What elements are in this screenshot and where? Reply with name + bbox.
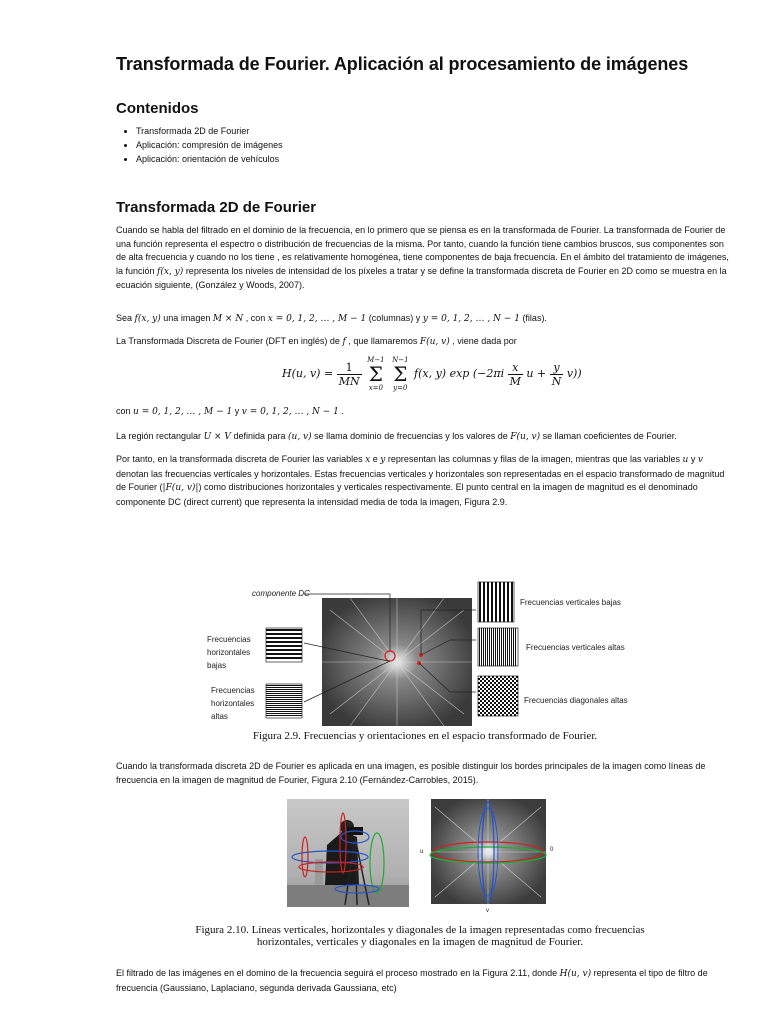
paragraph-text: Cuando se habla del filtrado en el dominio de la frecuencia, en lo primero que se piensa es en la transformada de Fourier. La transformada de Fourier de una función representa el espectro o distribución de frecuencias de la misma. Por tanto, cuando la función tiene cambios bruscos, sus componentes son de alta frecuencia y cuando no los tiene , es relativamente homogénea, tiene componentes de baja frecuencia. En el ámbito del tratamiento de imágenes, la función: [116, 225, 729, 276]
math-inline: f: [342, 337, 346, 347]
diagonal-high-label: Frecuencias diagonales altas: [524, 696, 628, 705]
math-inline: u = 0, 1, 2, … , M − 1: [133, 407, 233, 417]
formula-tail: v)): [566, 367, 582, 380]
paragraph-text: , que llamaremos: [348, 336, 418, 346]
formula-fraction: [337, 361, 362, 388]
paragraph-text: se llaman coeficientes de Fourier.: [542, 431, 677, 441]
horizontal-high-pattern: [266, 684, 302, 718]
math-inline: M × N: [212, 314, 244, 324]
section-heading: Transformada 2D de Fourier: [116, 199, 317, 216]
math-inline: H(u, v): [559, 969, 592, 979]
horizontal-low-label-2: horizontales: [207, 648, 251, 657]
caption-line: Figura 2.10. Líneas verticales, horizontales y diagonales de la imagen representadas como frecuencias: [195, 924, 645, 936]
paragraph-text: se llama dominio de frecuencias y los valores de: [314, 431, 508, 441]
paragraph-text: , viene dada por: [452, 336, 517, 346]
paragraph-filtering: [116, 967, 736, 995]
paragraph-text: ) como distribuciones horizontales y verticales respectivamente. El punto central en la imagen de magnitud es el denominado componente DC (direct current) que representa la intensidad media de toda la imagen, Figura 2.9.: [116, 482, 698, 507]
formula-exponent-start: (−2πi: [472, 367, 505, 380]
contents-item[interactable]: • Aplicación: compresión de imágenes: [136, 138, 283, 152]
math-inline: f(x, y): [157, 266, 184, 277]
figure-2-10-caption: [150, 924, 690, 948]
paragraph-text: con: [116, 406, 131, 416]
page-title: Transformada de Fourier. Aplicación al procesamiento de imágenes: [116, 54, 689, 74]
paragraph-text: Sea: [116, 313, 133, 323]
axis-zero-label: 0: [550, 847, 554, 853]
contents-list: [116, 124, 283, 166]
axis-u-label: u: [420, 849, 424, 855]
paragraph-text: (columnas) y: [368, 313, 421, 323]
math-inline: (u, v): [288, 432, 312, 442]
fraction-numerator: y: [550, 361, 564, 375]
paragraph-text: denotan las frecuencias verticales y horizontales. Estas frecuencias verticales y horizontales son representadas en el espacio transformado de magnitud de Fourier (: [116, 468, 725, 493]
paragraph-text: representa el tipo de filtro de frecuencia (Gaussiano, Laplaciano, segunda derivada Gaussiana, etc): [116, 968, 708, 993]
summation-y: [392, 356, 408, 392]
paragraph-text: , con: [245, 313, 266, 323]
horizontal-high-label-3: altas: [211, 712, 228, 721]
formula-lhs: H(u, v) =: [282, 367, 334, 380]
diagonal-high-pattern: [478, 676, 518, 716]
horizontal-high-label-2: horizontales: [211, 699, 255, 708]
figure-2-10: [285, 797, 560, 917]
paragraph-text: El filtrado de las imágenes en el domino de la frecuencia seguirá el proceso mostrado en la Figura 2.11, donde: [116, 968, 558, 978]
sum-upper-limit: N−1: [392, 356, 409, 364]
fraction-denominator: MN: [338, 374, 360, 388]
figure-2-9-caption: Figura 2.9. Frecuencias y orientaciones en el espacio transformado de Fourier.: [252, 730, 598, 742]
paragraph-edges: Cuando la transformada discreta 2D de Fourier es aplicada en una imagen, es posible distinguir los bordes principales de la imagen como líneas de frecuencia en la imagen de magnitud de Fourier, Figura 2.10 (Fernández-Carrobles, 2015).: [116, 761, 706, 785]
dc-component-label: componente DC: [252, 589, 310, 598]
formula-fraction-x: [508, 361, 523, 388]
horizontal-low-pattern: [266, 628, 302, 662]
paragraph-intro: [116, 224, 736, 293]
formula-middle: u +: [526, 367, 547, 380]
math-inline: |F(u, v)|: [162, 483, 199, 494]
paragraph-text: y: [234, 406, 240, 416]
paragraph-text: Por tanto, en la transformada discreta de Fourier las variables: [116, 454, 363, 464]
math-inline: y: [380, 455, 386, 465]
paragraph-variables: [116, 453, 736, 509]
fraction-denominator: M: [509, 374, 521, 388]
vertical-high-label: Frecuencias verticales altas: [526, 643, 625, 652]
paragraph-text: definida para: [233, 431, 286, 441]
contents-item[interactable]: • Transformada 2D de Fourier: [136, 124, 283, 138]
math-inline: u: [682, 455, 689, 465]
summation-x: [367, 356, 385, 392]
vertical-high-pattern: [478, 628, 518, 666]
paragraph-text: representa los niveles de intensidad de los píxeles a tratar y se define la transformada discreta de Fourier en 2D como se muestra en la ecuación siguiente, (González y Woods, 2007).: [116, 265, 727, 291]
contents-item[interactable]: • Aplicación: orientación de vehículos: [136, 152, 283, 166]
paragraph-text: La Transformada Discreta de Fourier (DFT en inglés) de: [116, 336, 340, 346]
paragraph-text: e: [372, 454, 378, 464]
paragraph-text: una imagen: [163, 313, 211, 323]
paragraph-text: representan las columnas y filas de la imagen, mientras que las variables: [387, 454, 681, 464]
math-inline: v: [697, 455, 703, 465]
paragraph-frequency-domain: [116, 430, 736, 445]
vertical-low-pattern: [478, 582, 514, 622]
paragraph-text: y: [690, 454, 696, 464]
math-inline: f(x, y): [134, 314, 161, 324]
math-inline: F(u, v): [419, 337, 450, 347]
sum-lower-limit: x=0: [368, 384, 383, 392]
fraction-numerator: 1: [337, 361, 362, 375]
math-inline: F(u, v): [510, 432, 541, 442]
cameraman-image: [287, 799, 409, 907]
math-inline: y = 0, 1, 2, … , N − 1: [422, 314, 520, 324]
horizontal-low-label-1: Frecuencias: [207, 635, 251, 644]
fraction-denominator: N: [551, 374, 562, 388]
paragraph-ranges: [116, 405, 736, 420]
math-inline: x = 0, 1, 2, … , M − 1: [267, 314, 367, 324]
caption-line: horizontales, verticales y diagonales en la imagen de magnitud de Fourier.: [256, 936, 584, 948]
math-inline: v = 0, 1, 2, … , N − 1: [241, 407, 339, 417]
math-inline: U × V: [203, 432, 231, 442]
dft-formula: [282, 356, 582, 392]
horizontal-low-label-3: bajas: [207, 661, 227, 670]
vertical-low-label: Frecuencias verticales bajas: [520, 598, 621, 607]
axis-v-label: v: [486, 908, 489, 914]
math-inline: x: [365, 455, 371, 465]
paragraph-definition: [116, 312, 736, 327]
paragraph-text: (filas).: [522, 313, 547, 323]
formula-body: f(x, y) exp: [414, 367, 470, 380]
horizontal-high-label-1: Frecuencias: [211, 686, 255, 695]
contents-heading: Contenidos: [116, 100, 199, 117]
paragraph-text: .: [341, 406, 344, 416]
formula-fraction-y: [550, 361, 564, 388]
figure-2-9: [200, 580, 650, 730]
fourier-magnitude-image: [430, 799, 546, 904]
paragraph-text: La región rectangular: [116, 431, 202, 441]
paragraph-dft: [116, 335, 736, 350]
sum-lower-limit: y=0: [393, 384, 408, 392]
sigma-symbol: Σ: [368, 362, 383, 386]
fraction-numerator: x: [508, 361, 523, 375]
figure-2-10-graphic: [285, 797, 560, 917]
sum-upper-limit: M−1: [367, 356, 385, 364]
sigma-symbol: Σ: [393, 362, 408, 386]
